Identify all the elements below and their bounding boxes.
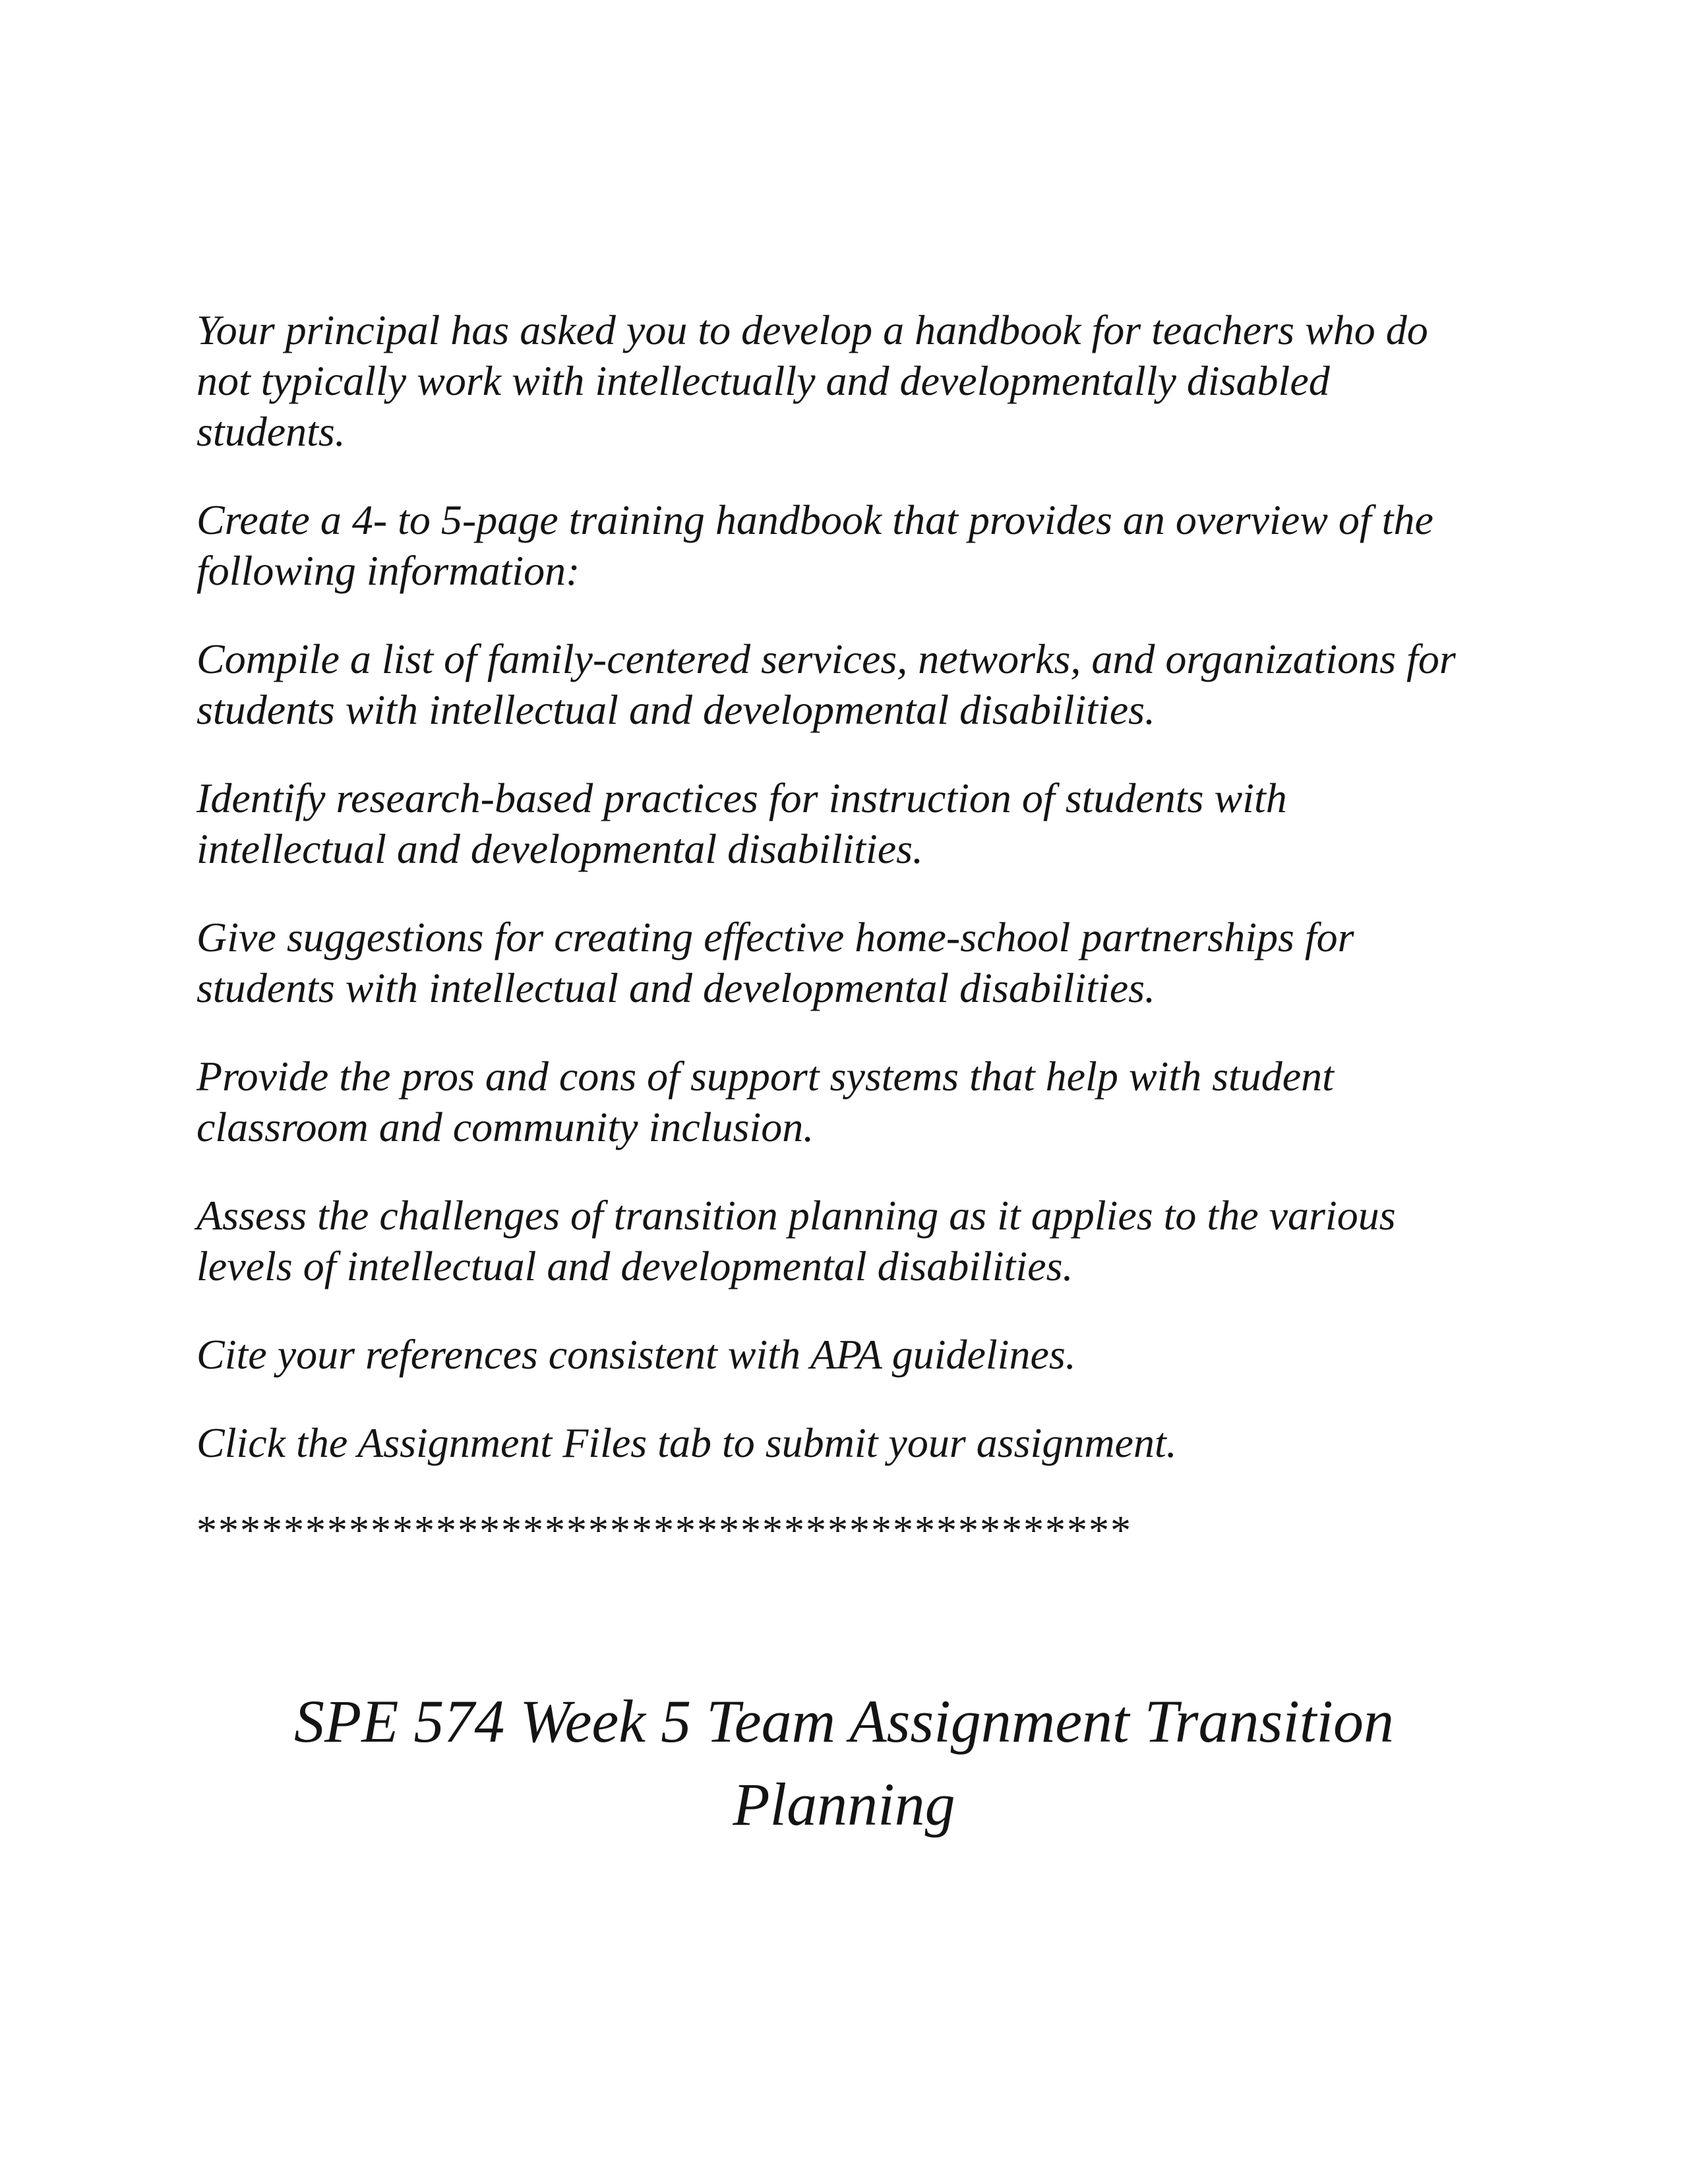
assignment-instructions <box>196 305 1469 1556</box>
paragraph-identify-practices: Identify research-based practices for instruction of students with intellectual and developmental disabilities. <box>196 775 1287 872</box>
paragraph-pros-cons: Provide the pros and cons of support systems that help with student classroom and community inclusion. <box>196 1053 1334 1150</box>
paragraph-give-suggestions: Give suggestions for creating effective home-school partnerships for students with intellectual and developmental disabilities. <box>196 914 1354 1011</box>
asterisk-separator: ******************************************* <box>196 1508 1132 1553</box>
paragraph-submit-instructions: Click the Assignment Files tab to submit your assignment. <box>196 1419 1177 1466</box>
paragraph-compile-list: Compile a list of family-centered services, networks, and organizations for students with intellectual and developmental disabilities. <box>196 635 1456 733</box>
paragraph-intro: Your principal has asked you to develop a handbook for teachers who do not typically work with intellectually and developmentally disabled students. <box>196 307 1428 455</box>
paragraph-create-handbook: Create a 4- to 5-page training handbook that provides an overview of the following information: <box>196 496 1433 594</box>
paragraph-cite-references: Cite your references consistent with APA guidelines. <box>196 1331 1076 1378</box>
title-text: SPE 574 Week 5 Team Assignment Transition Planning <box>294 1688 1394 1838</box>
paragraph-assess-challenges: Assess the challenges of transition planning as it applies to the various levels of intellectual and developmental disabilities. <box>196 1192 1396 1289</box>
document-title <box>0 1680 1688 1846</box>
